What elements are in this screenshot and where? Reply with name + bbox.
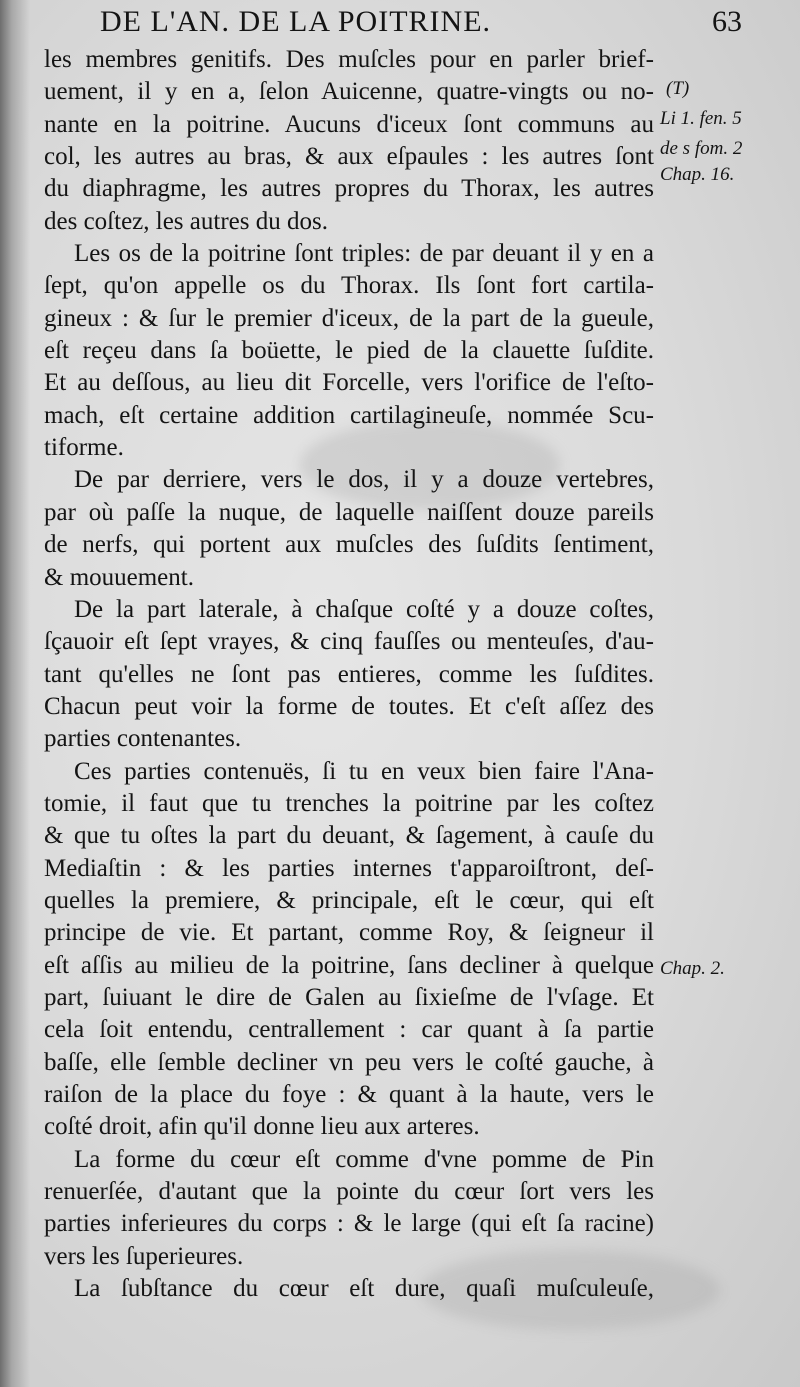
paragraph — [44, 1144, 654, 1273]
paragraph — [44, 1273, 654, 1305]
paragraph — [44, 594, 654, 756]
text-line: ſçauoir eſt ſept vrayes, & cinq fauſſes ou menteuſes, d'au- — [44, 628, 654, 656]
text-line: baſſe, elle ſemble decliner vn peu vers le coſté gauche, à — [44, 1048, 654, 1076]
text-line: Chacun peut voir la forme de toutes. Et c'eſt aſſez des — [44, 692, 654, 720]
text-line: uement, il y en a, ſelon Auicenne, quatre-vingts ou no- — [44, 78, 654, 106]
text-line: La forme du cœur eſt comme d'vne pomme de Pin — [74, 1145, 654, 1173]
text-line: parties inferieures du corps : & le large (qui eſt ſa racine) — [44, 1210, 654, 1238]
running-title: DE L'AN. DE LA POITRINE. — [100, 5, 492, 38]
text-line: raiſon de la place du foye : & quant à la haute, vers le — [44, 1081, 654, 1108]
text-line: quelles la premiere, & principale, eſt le cœur, qui eſt — [44, 886, 654, 914]
margin-note: Li 1. fen. 5 — [660, 108, 742, 129]
page-number: 63 — [712, 5, 742, 38]
margin-note: de s fom. 2 — [660, 138, 743, 159]
text-line: mach, eſt certaine addition cartilagineuſe, nommée Scu- — [44, 401, 654, 429]
text-line: principe de vie. Et partant, comme Roy, & ſeigneur il — [44, 919, 654, 947]
text-line: eſt reçeu dans ſa boüette, le pied de la clauette ſuſdite. — [44, 337, 654, 365]
text-line: & mouuement. — [44, 563, 194, 591]
paragraph — [44, 756, 654, 1144]
margin-note: Chap. 16. — [660, 164, 735, 185]
margin-note: Chap. 2. — [660, 958, 725, 979]
text-line: coſté droit, afin qu'il donne lieu aux arteres. — [44, 1113, 480, 1141]
text-line: nante en la poitrine. Aucuns d'iceux ſont communs au — [44, 110, 654, 138]
text-line: De par derriere, vers le dos, il y a douze vertebres, — [74, 466, 654, 494]
text-line: tomie, il faut que tu trenches la poitrine par les coſtez — [44, 789, 654, 817]
text-line: gineux : & ſur le premier d'iceux, de la part de la gueule, — [44, 304, 654, 332]
body-text — [44, 44, 654, 1305]
text-line: les membres genitifs. Des muſcles pour en parler brief- — [44, 46, 654, 73]
text-line: du diaphragme, les autres propres du Thorax, les autres — [44, 175, 654, 203]
paragraph — [44, 464, 654, 593]
text-line: par où paſſe la nuque, de laquelle naiſſent douze pareils — [44, 498, 654, 526]
text-line: Et au deſſous, au lieu dit Forcelle, vers l'orifice de l'eſto- — [44, 369, 654, 397]
text-line: col, les autres au bras, & aux eſpaules : les autres ſont — [44, 143, 654, 171]
text-line: renuerſée, d'autant que la pointe du cœur ſort vers les — [44, 1178, 654, 1206]
text-line: De la part laterale, à chaſque coſté y a douze coſtes, — [74, 595, 654, 623]
margin-note: (T) — [666, 78, 690, 99]
text-line: tiforme. — [44, 434, 124, 462]
text-line: parties contenantes. — [44, 725, 242, 753]
paragraph — [44, 44, 654, 238]
text-line: des coſtez, les autres du dos. — [44, 207, 328, 235]
text-line: Ces parties contenuës, ſi tu en veux bien faire l'Ana- — [74, 757, 654, 785]
text-line: & que tu oſtes la part du deuant, & ſagement, à cauſe du — [44, 822, 654, 850]
text-line: part, ſuiuant le dire de Galen au ſixieſme de l'vſage. Et — [44, 983, 654, 1011]
text-line: vers les ſuperieures. — [44, 1242, 244, 1270]
binding-shadow — [0, 0, 30, 1387]
text-line: tant qu'elles ne ſont pas entieres, comme les ſuſdites. — [44, 660, 654, 688]
text-line: La ſubſtance du cœur eſt dure, quaſi muſculeuſe, — [74, 1275, 654, 1303]
text-line: Les os de la poitrine ſont triples: de par deuant il y en a — [74, 240, 654, 268]
text-line: cela ſoit entendu, centrallement : car quant à ſa partie — [44, 1016, 654, 1044]
text-line: ſept, qu'on appelle os du Thorax. Ils ſont fort cartila- — [44, 272, 654, 300]
text-line: eſt aſſis au milieu de la poitrine, ſans decliner à quelque — [44, 951, 654, 979]
paragraph — [44, 238, 654, 464]
text-line: de nerfs, qui portent aux muſcles des ſuſdits ſentiment, — [44, 531, 654, 559]
text-line: Mediaſtin : & les parties internes t'apparoiſtront, deſ- — [44, 854, 654, 882]
